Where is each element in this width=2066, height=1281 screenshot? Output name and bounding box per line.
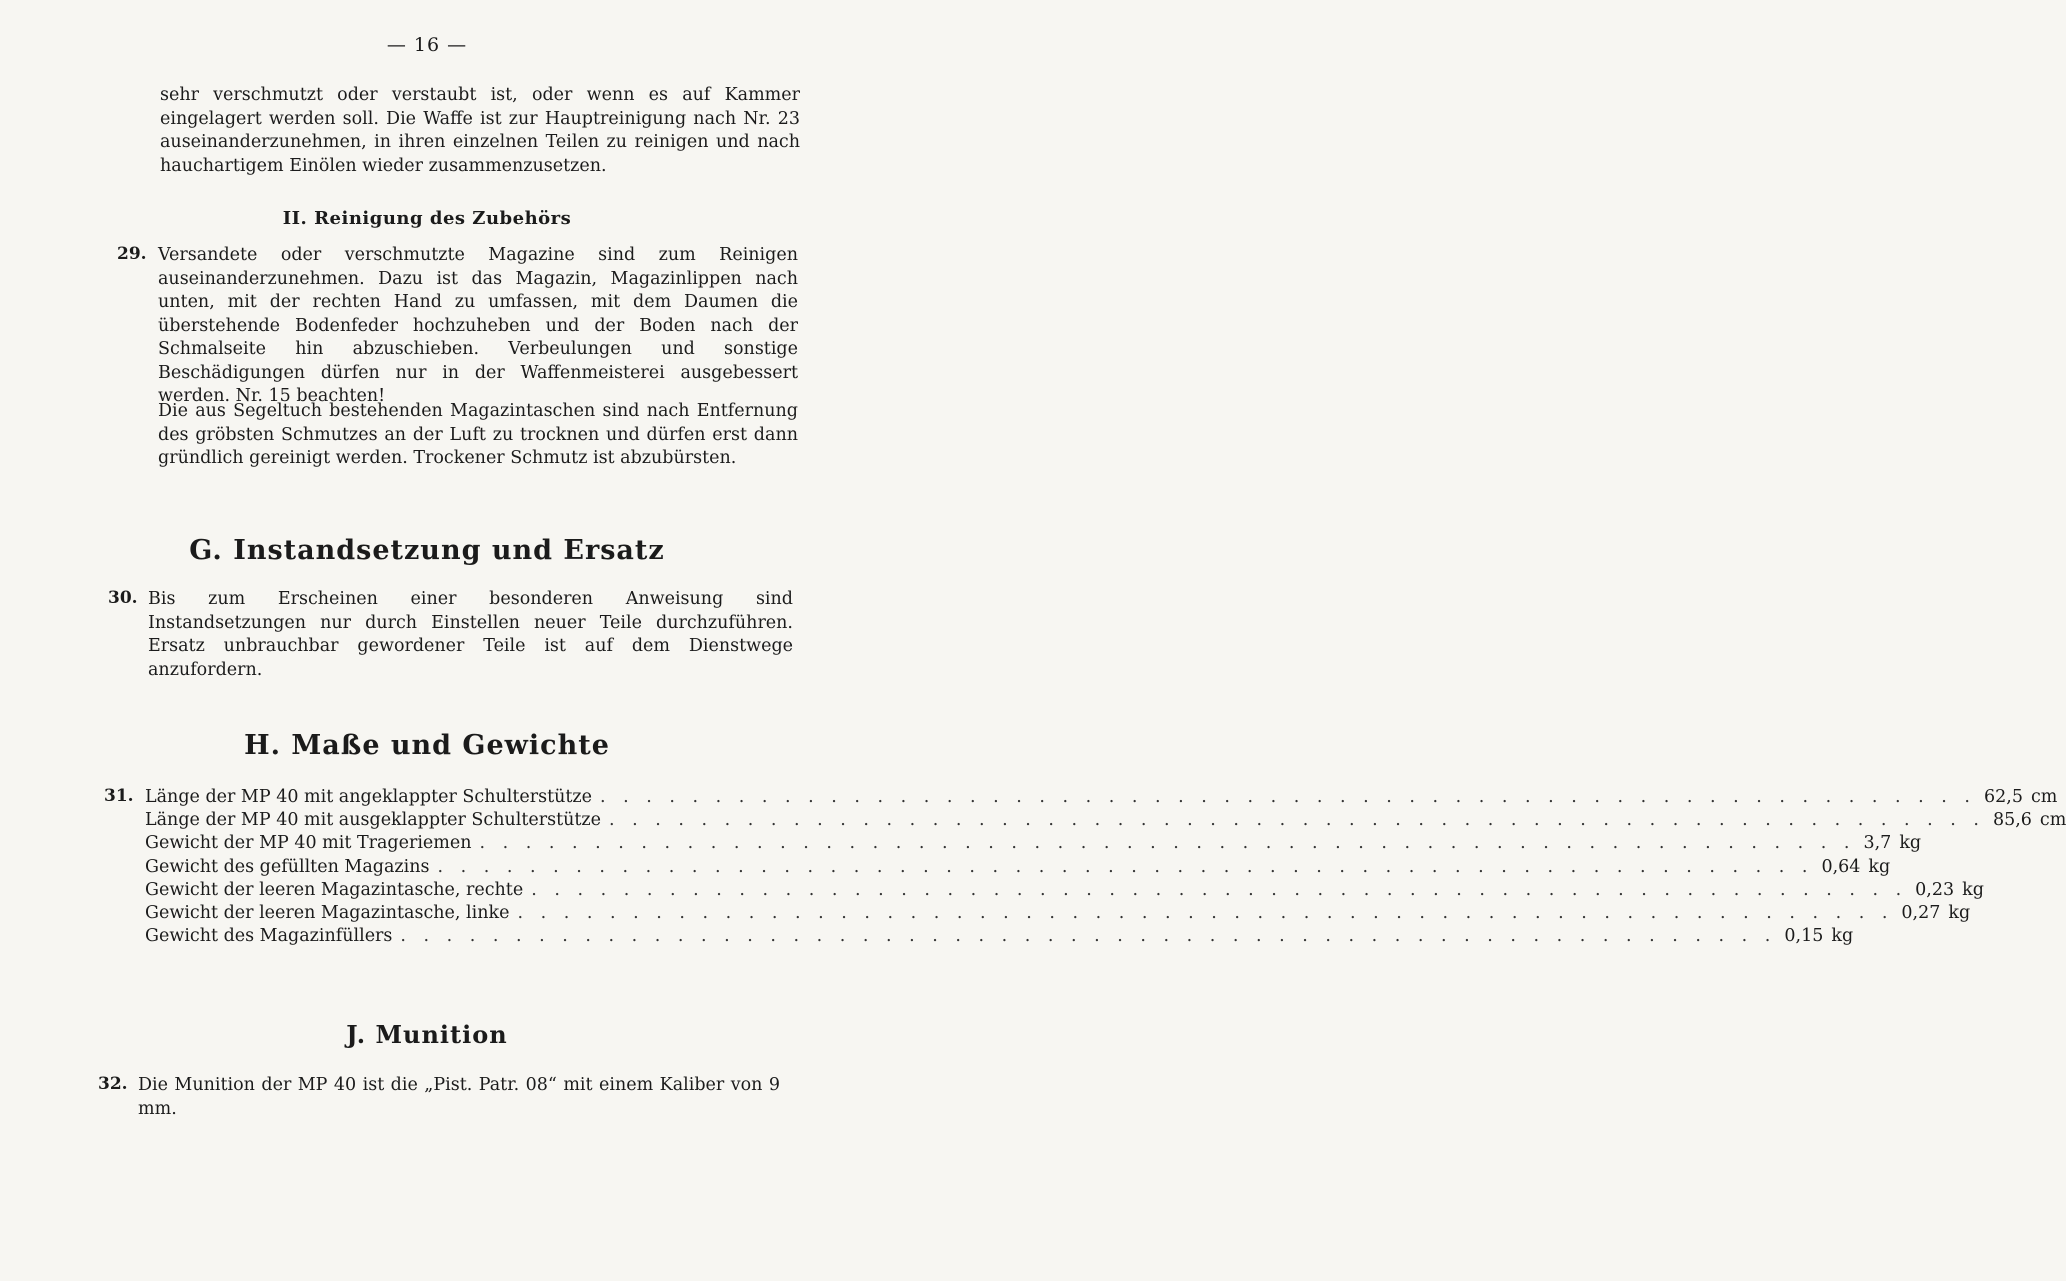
row-label: Gewicht der leeren Magazintasche, linke xyxy=(145,902,510,923)
row-unit: kg xyxy=(1831,926,1854,947)
row-label: Gewicht des Magazinfüllers xyxy=(145,926,393,947)
row-value: 0,64 xyxy=(1821,856,1861,877)
row-value: 0,15 xyxy=(1784,926,1824,947)
page-number: — 16 — xyxy=(386,34,468,56)
dot-leader: . . . . . . . . . . . . . . . . . . . . . . . . . . . . . . . . . . . . . . . . . . . . . . . . . . . . . . . . . . . . xyxy=(437,856,1814,877)
dot-leader: . . . . . . . . . . . . . . . . . . . . . . . . . . . . . . . . . . . . . . . . . . . . . . . . . . . . . . . . . . . . xyxy=(479,833,1856,854)
table-row xyxy=(145,809,2066,832)
item-29-number: 29. xyxy=(117,244,147,264)
section-g-heading: G. Instandsetzung und Ersatz xyxy=(189,535,665,566)
intro-paragraph: sehr verschmutzt oder verstaubt ist, oder wenn es auf Kammer eingelagert werden soll. Die Waffe ist zur Hauptreinigung nach Nr. 23 auseinanderzunehmen, in ihren einzelnen Teilen zu reinigen und nach hauchartigem Einölen wieder zusammenzusetzen. xyxy=(160,85,800,176)
row-unit: cm xyxy=(2039,810,2066,831)
row-value: 0,27 xyxy=(1901,902,1941,923)
row-unit: cm xyxy=(2030,787,2058,807)
dot-leader: . . . . . . . . . . . . . . . . . . . . . . . . . . . . . . . . . . . . . . . . . . . . . . . . . . . . . . . . . . . . xyxy=(517,902,1894,923)
row-label: Gewicht der MP 40 mit Trageriemen xyxy=(145,833,472,854)
row-label: Länge der MP 40 mit ausgeklappter Schulterstütze xyxy=(145,810,601,831)
dot-leader: . . . . . . . . . . . . . . . . . . . . . . . . . . . . . . . . . . . . . . . . . . . . . . . . . . . . . . . . . . . . xyxy=(400,926,1777,947)
row-label: Länge der MP 40 mit angeklappter Schulterstütze xyxy=(145,787,593,807)
section-h-heading: H. Maße und Gewichte xyxy=(244,730,610,761)
dimensions-table xyxy=(145,786,2066,948)
table-row xyxy=(145,902,1971,925)
row-unit: kg xyxy=(1868,856,1891,877)
item-32-text: Die Munition der MP 40 ist die „Pist. Patr. 08“ mit einem Kaliber von 9 mm. xyxy=(138,1075,780,1119)
dot-leader: . . . . . . . . . . . . . . . . . . . . . . . . . . . . . . . . . . . . . . . . . . . . . . . . . . . . . . . . . . . . xyxy=(531,879,1908,900)
row-unit: kg xyxy=(1962,879,1984,900)
table-row xyxy=(145,925,1854,948)
item-29-text-2: Die aus Segeltuch bestehenden Magazintaschen sind nach Entfernung des gröbsten Schmutzes an der Luft zu trocknen und dürfen erst dann gründlich gereinigt werden. Trockener Schmutz ist abzubürsten. xyxy=(158,401,798,468)
row-unit: kg xyxy=(1948,902,1971,923)
row-value: 62,5 xyxy=(1983,787,2023,807)
item-31-number: 31. xyxy=(104,786,134,806)
item-32-number: 32. xyxy=(98,1074,128,1094)
item-29-text-1: Versandete oder verschmutzte Magazine sind zum Reinigen auseinanderzunehmen. Dazu ist das Magazin, Magazinlippen nach unten, mit der rechten Hand zu umfassen, mit dem Daumen die überstehende Bodenfeder hochzuheben und der Boden nach der Schmalseite hin abzuschieben. Verbeulungen und sonstige Beschädigungen dürfen nur in der Waffenmeisterei ausgebessert werden. Nr. 15 beachten! xyxy=(158,245,798,406)
table-row xyxy=(145,786,2058,809)
section-ii-heading: II. Reinigung des Zubehörs xyxy=(282,208,572,229)
dot-leader: . . . . . . . . . . . . . . . . . . . . . . . . . . . . . . . . . . . . . . . . . . . . . . . . . . . . . . . . . . . . xyxy=(600,787,1976,807)
item-30-text: Bis zum Erscheinen einer besonderen Anweisung sind Instandsetzungen nur durch Einstellen neuer Teile durchzuführen. Ersatz unbrauchbar gewordener Teile ist auf dem Dienstwege anzufordern. xyxy=(148,589,793,680)
dot-leader: . . . . . . . . . . . . . . . . . . . . . . . . . . . . . . . . . . . . . . . . . . . . . . . . . . . . . . . . . . . . xyxy=(608,810,1985,831)
row-value: 0,23 xyxy=(1915,879,1955,900)
table-row xyxy=(145,832,1922,855)
row-value: 3,7 xyxy=(1863,833,1892,854)
item-30-number: 30. xyxy=(108,588,138,608)
row-label: Gewicht der leeren Magazintasche, rechte xyxy=(145,879,524,900)
section-j-heading: J. Munition xyxy=(346,1020,508,1049)
row-value: 85,6 xyxy=(1992,810,2032,831)
row-unit: kg xyxy=(1899,833,1922,854)
table-row xyxy=(145,856,1891,879)
row-label: Gewicht des gefüllten Magazins xyxy=(145,856,430,877)
table-row xyxy=(145,879,1984,902)
